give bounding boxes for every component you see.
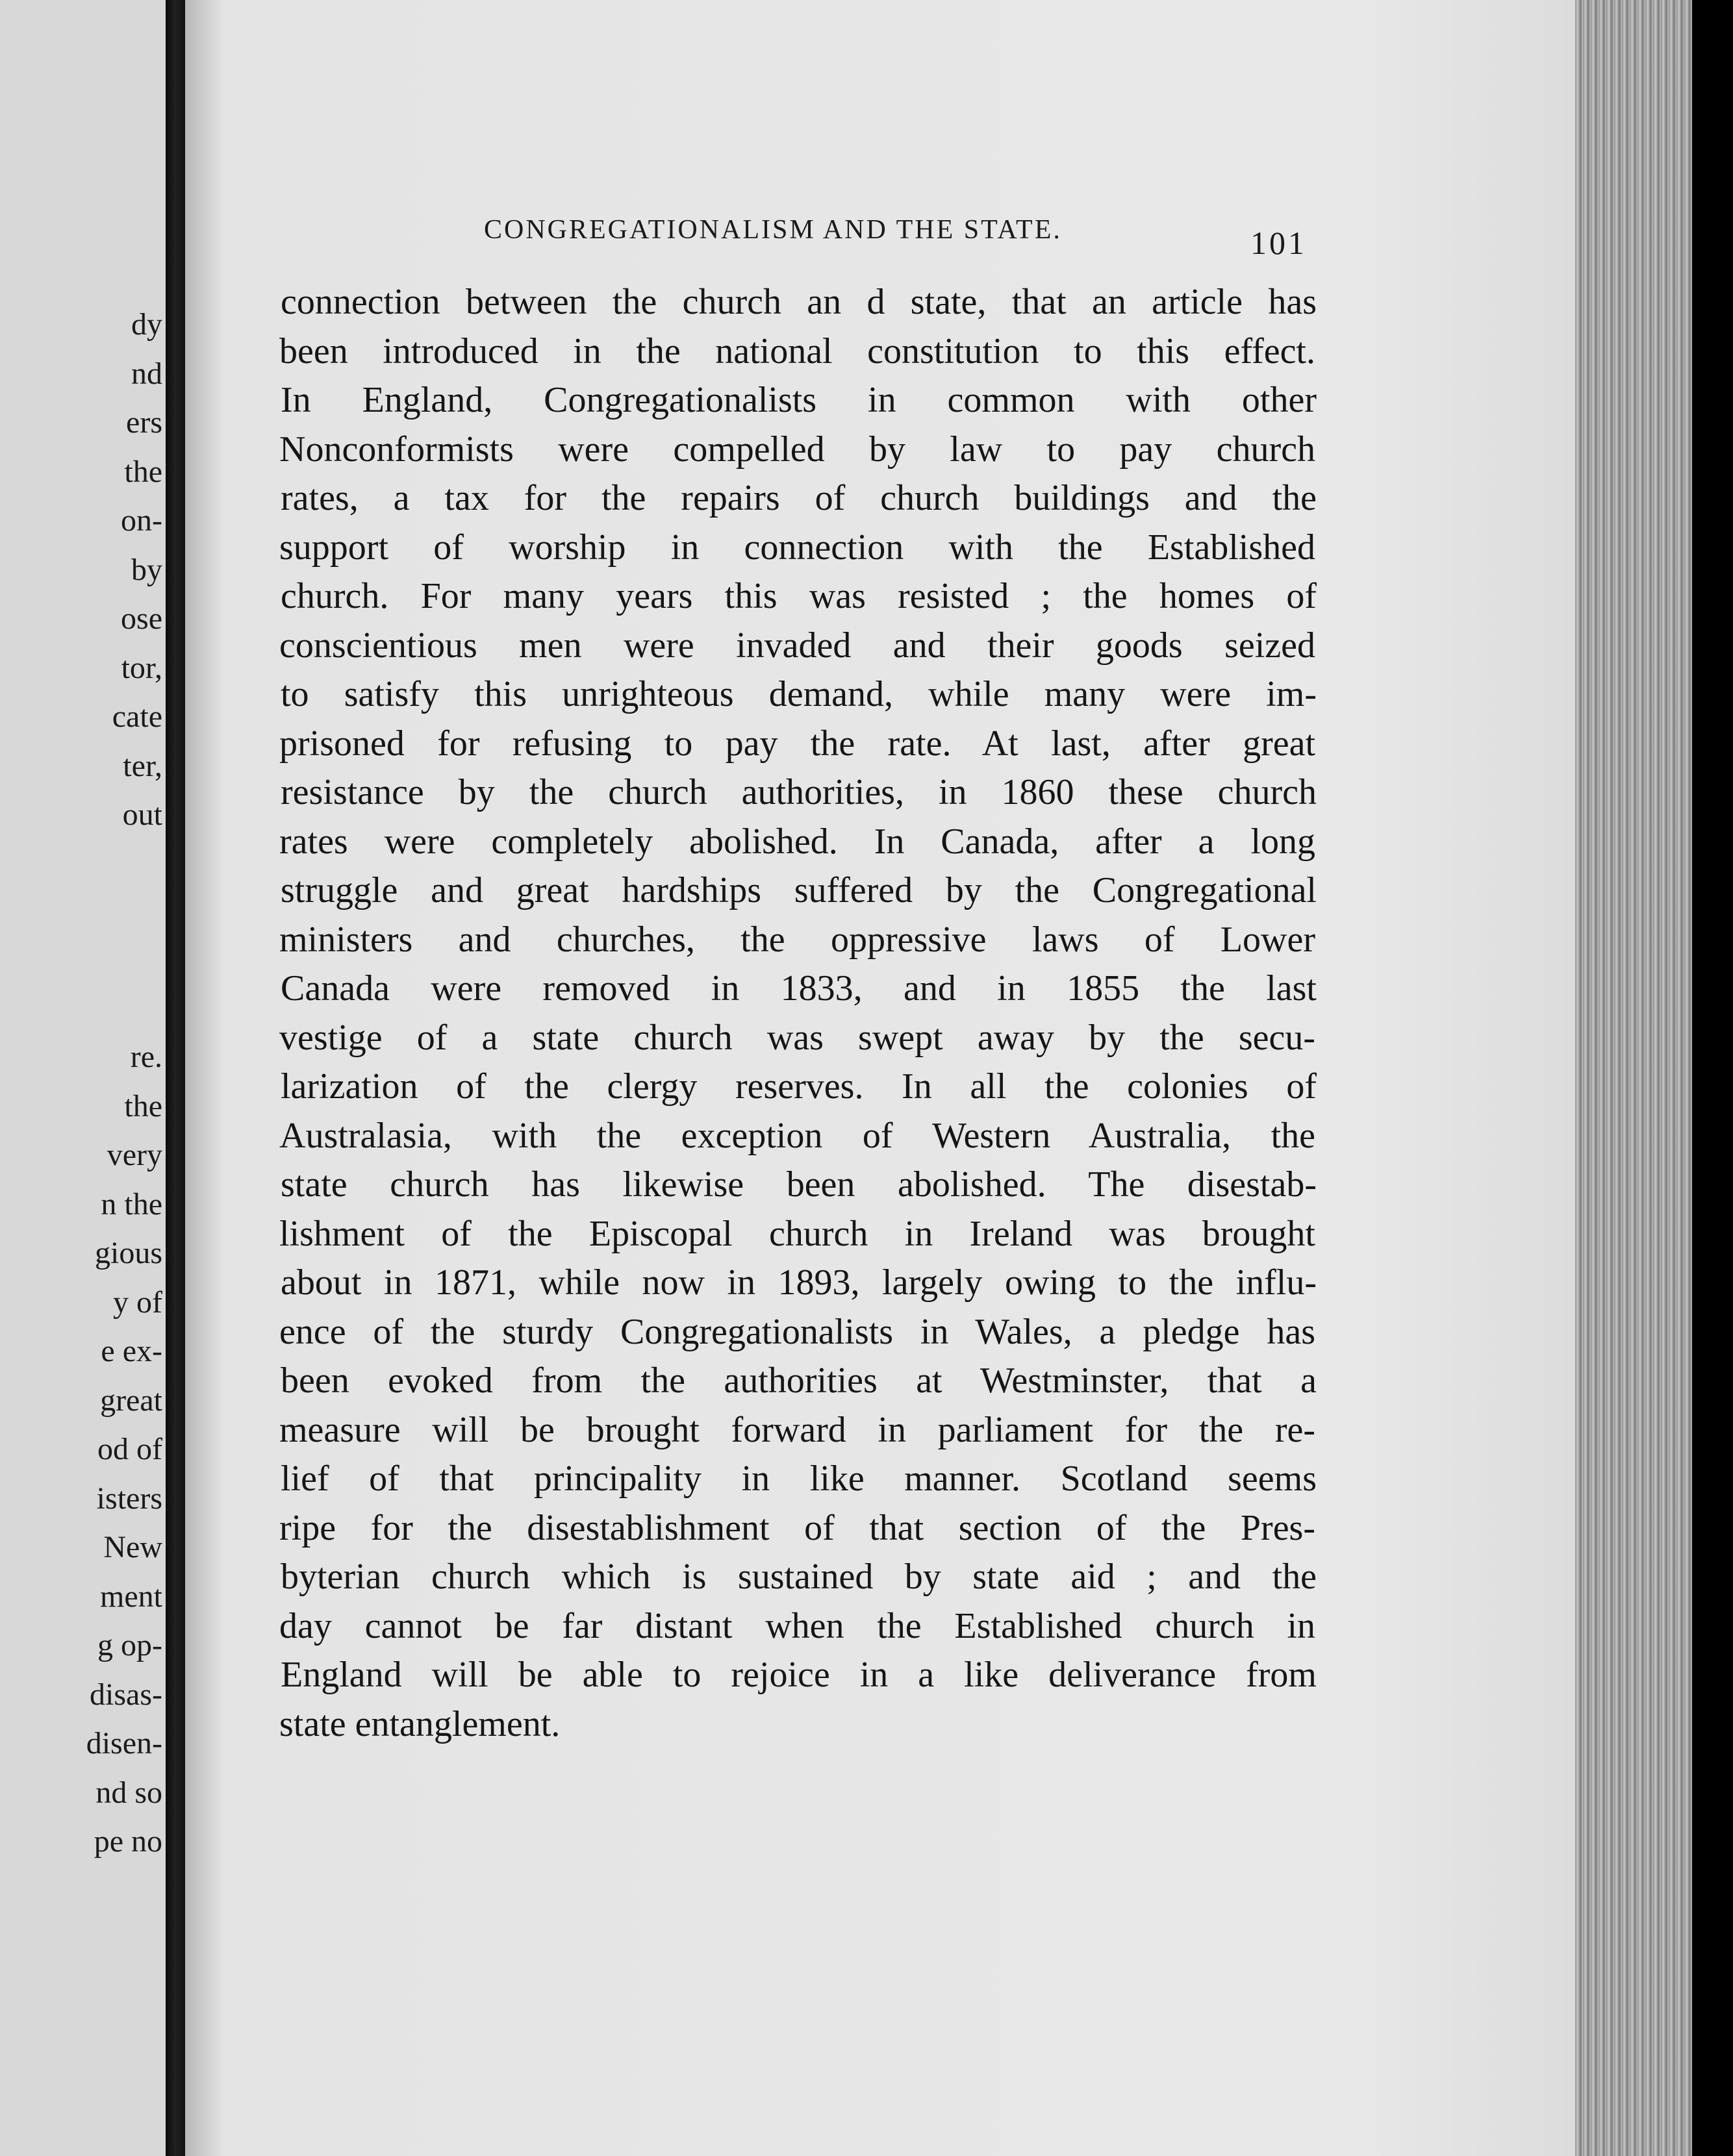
text-line: Nonconformists were compelled by law to pay church: [279, 429, 1315, 470]
left-fragment-line: the: [124, 454, 162, 489]
text-line: church. For many years this was resisted ; the homes of: [281, 576, 1317, 616]
left-fragment-line: ose: [121, 601, 162, 636]
left-fragment-line: od of: [97, 1432, 162, 1466]
text-line: prisoned for refusing to pay the rate. At last, after great: [279, 723, 1315, 764]
text-line: state entanglement.: [279, 1703, 561, 1744]
text-line: rates, a tax for the repairs of church buildings and the: [281, 478, 1317, 518]
text-line: to satisfy this unrighteous demand, while many were im-: [281, 674, 1317, 714]
left-page-text-lower: [0, 1033, 162, 1866]
text-line: rates were completely abolished. In Canada, after a long: [279, 821, 1315, 862]
running-title: CONGREGATIONALISM AND THE STATE.: [484, 215, 1062, 245]
text-line: measure will be brought forward in parliament for the re-: [279, 1409, 1315, 1450]
text-line: about in 1871, while now in 1893, largely owing to the influ-: [281, 1262, 1317, 1303]
left-fragment-line: nd so: [95, 1775, 162, 1810]
left-fragment-line: ter,: [123, 748, 162, 783]
left-fragment-line: out: [122, 797, 162, 832]
text-line: lief of that principality in like manner. Scotland seems: [281, 1459, 1317, 1499]
left-fragment-line: cate: [112, 699, 162, 734]
text-line: lishment of the Episcopal church in Ireland was brought: [279, 1213, 1315, 1254]
left-fragment-line: gious: [94, 1236, 162, 1270]
text-line: ripe for the disestablishment of that section of the Pres-: [279, 1507, 1315, 1548]
text-line: struggle and great hardships suffered by the Congregational: [281, 870, 1317, 910]
left-fragment-line: re.: [130, 1040, 162, 1074]
text-line: England will be able to rejoice in a like deliverance from: [281, 1655, 1317, 1695]
left-fragment-line: pe no: [94, 1824, 162, 1859]
left-fragment-line: on-: [121, 503, 162, 538]
text-line: In England, Congregationalists in common with other: [281, 380, 1317, 420]
page-number: 101: [1250, 225, 1307, 261]
left-fragment-line: ers: [126, 405, 162, 440]
left-fragment-line: disas-: [90, 1677, 162, 1712]
left-page-text-upper: [0, 300, 162, 840]
text-line: state church has likewise been abolished. The disestab-: [281, 1164, 1317, 1205]
text-line: connection between the church an d state, that an article has: [281, 282, 1317, 322]
text-line: vestige of a state church was swept away by the secu-: [279, 1017, 1315, 1058]
scan-border: [1692, 0, 1733, 2156]
left-fragment-line: New: [103, 1530, 162, 1564]
left-fragment-line: g op-: [97, 1628, 162, 1662]
text-line: been evoked from the authorities at Westminster, that a: [281, 1360, 1317, 1401]
text-line: Australasia, with the exception of Western Australia, the: [279, 1115, 1315, 1156]
text-line: ence of the sturdy Congregationalists in Wales, a pledge has: [279, 1311, 1315, 1352]
text-line: day cannot be far distant when the Established church in: [279, 1605, 1315, 1646]
left-fragment-line: very: [107, 1138, 162, 1172]
left-fragment-line: nd: [131, 356, 162, 391]
left-fragment-line: dy: [131, 307, 162, 342]
text-line: resistance by the church authorities, in 1860 these church: [281, 772, 1317, 812]
left-fragment-line: ment: [100, 1579, 162, 1614]
left-fragment-line: by: [131, 552, 162, 587]
page-edge-stack: [1575, 0, 1692, 2156]
text-line: been introduced in the national constitution to this effect.: [279, 331, 1315, 371]
left-fragment-line: tor,: [121, 650, 162, 685]
left-fragment-line: e ex-: [101, 1334, 162, 1368]
text-line: ministers and churches, the oppressive laws of Lower: [279, 919, 1315, 960]
left-fragment-line: the: [124, 1088, 162, 1123]
left-fragment-line: isters: [96, 1481, 162, 1516]
left-page-fragment: [0, 0, 169, 2156]
text-line: conscientious men were invaded and their goods seized: [279, 625, 1315, 666]
left-fragment-line: disen-: [86, 1726, 162, 1761]
text-line: larization of the clergy reserves. In all the colonies of: [281, 1066, 1317, 1107]
book-gutter: [166, 0, 185, 2156]
body-text: [279, 278, 1315, 1749]
text-line: Canada were removed in 1833, and in 1855 the last: [281, 968, 1317, 1009]
text-line: byterian church which is sustained by state aid ; and the: [281, 1557, 1317, 1597]
text-line: support of worship in connection with the Established: [279, 527, 1315, 568]
left-fragment-line: y of: [113, 1285, 162, 1320]
left-fragment-line: great: [100, 1383, 162, 1418]
left-fragment-line: n the: [101, 1186, 162, 1222]
